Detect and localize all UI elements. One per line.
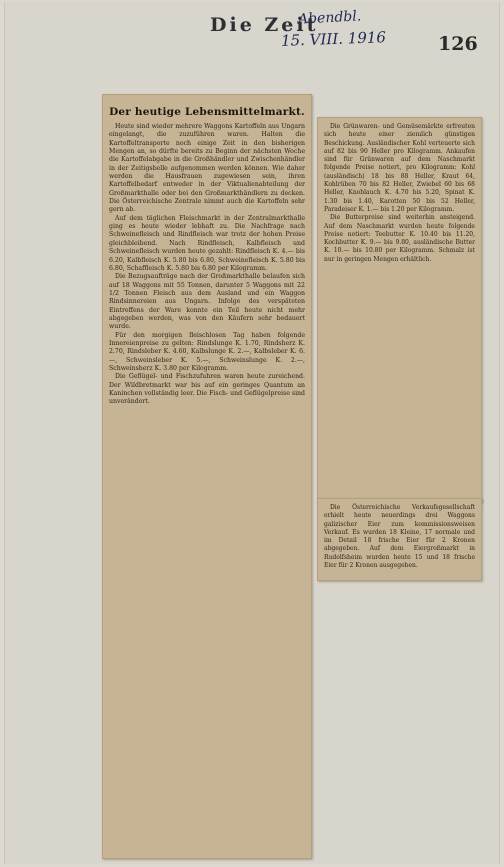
article-clipping-food-market — [102, 94, 312, 859]
page-number: 126 — [438, 33, 478, 55]
handwritten-date: 15. VIII. 1916 — [280, 28, 387, 50]
clipping-egg-sales — [317, 498, 482, 581]
article-paragraph: Die Geflügel- und Fischzufuhren waren heute zureichend. Der Wildbretmarkt war bis auf ein geringes Quantum an Kaninchen vollständig leer. Die Fisch- und Geflügelpreise sind unverändert. — [109, 373, 305, 406]
article-paragraph: Die Bezugsaufträge nach der Großmarkthalle belaufen sich auf 18 Waggons mit 55 Tonnen, darunter 5 Waggons mit 22 1/2 Tonnen Fleisch aus dem Ausland und ein Waggon Rindsinnereien aus Ungarn. Infolge des verspäteten Eintreffens der Ware konnte ein Teil heute nicht mehr abgegeben werden, was von den Käufern sehr bedauert wurde. — [109, 273, 305, 331]
article-title: Der heutige Lebensmittelmarkt. — [109, 106, 305, 118]
market-paragraph: Die Grünwaren- und Gemüsemärkte erfreuten sich heute einer ziemlich günstigen Beschickung. Ausländischer Kohl verteuerte sich auf 82 bis 90 Heller pro Kilogramm. Ankaufen sind für Grünwaren auf dem Naschmarkt folgende Preise notiert, pro Kilogramm: Kohl (ausländisch) 18 bis 88 Heller, Kraut 64, Kohlrüben 70 bis 82 Heller, Zwiebel 60 bis 68 Heller, Knoblauch K. 4.70 bis 5.20, Spinat K. 1.30 bis 1.40, Karotten 50 bis 52 Heller, Paradeiser K. 1.— bis 1.20 per Kilogramm. — [324, 123, 475, 213]
handwritten-source-note: Abendbl. — [297, 8, 362, 28]
newspaper-title: Die Zeit — [210, 14, 319, 36]
clipping-vegetable-butter-market — [317, 117, 482, 503]
article-paragraph: Für den morgigen fleischlosen Tag haben folgende Innereienpreise zu gelten: Rindslunge K. 1.70, Rindsherz K. 2.70, Rindsleber K. 4.60, Kalbslunge K. 2.—, Kalbsleber K. 6.—, Schweinsleber K. 5.—, Schweinslunge K. 2.—, Schweinsherz K. 3.80 per Kilogramm. — [109, 331, 305, 372]
market-paragraph: Die Butterpreise sind weiterhin ansteigend. Auf dem Naschmarkt wurden heute folgende Preise notiert: Teebutter K. 10.40 bis 11.20, Kochbutter K. 9.— bis 9.80, ausländische Butter K. 10.— bis 10.80 per Kilogramm. Schmalz ist nur in geringen Mengen erhältlich. — [324, 214, 475, 263]
archive-sheet — [4, 2, 500, 864]
egg-paragraph: Die Österreichische Verkaufsgesellschaft erhielt heute neuerdings drei Waggons galizischer Eier zum kommissionsweisen Verkauf. Es wurden 18 Kleine, 17 normale und im Detail 18 frische Eier für 2 Kronen abgegeben. Auf dem Eiergroßmarkt in Rudolfsheim wurden heute 15 und 18 frische Eier für 2 Kronen ausgegeben. — [324, 504, 475, 570]
article-paragraph: Auf dem täglichen Fleischmarkt in der Zentralmarkthalle ging es heute wieder lebhaft zu. Die Nachfrage nach Schweinefleisch und Rindfleisch war trotz der hohen Preise gleichbleibend. Nach Rindfleisch, Kalbfleisch und Schweinefleisch wurden heute gezahlt: Rindfleisch K. 4.— bis 6.20, Kalbfleisch K. 5.80 bis 6.80, Schweinefleisch K. 5.80 bis 6.80, Schaffleisch K. 5.80 bis 6.80 per Kilogramm. — [109, 214, 305, 272]
article-paragraph: Heute sind wieder mehrere Waggons Kartoffeln aus Ungarn eingelangt, die zuzuführen waren. Halten die Kartoffeltransporte noch einige Zeit in den bisherigen Mengen an, so dürfte bereits zu Beginn der nächsten Woche die Kartoffelabgabe in die Großhändler und Zwischenhändler in der Zeitigsbelle aufgenommen werden können. Wie daher werden die Hausfrauen zugewiesen sein, ihren Kartoffelbedarf entweder in der Viktualienabteilung der Großmarkthalle oder bei den Großmarkthändlern zu decken. Die Österreichische Zentrale nimmt auch die Kartoffeln sehr gern ab. — [109, 123, 305, 214]
